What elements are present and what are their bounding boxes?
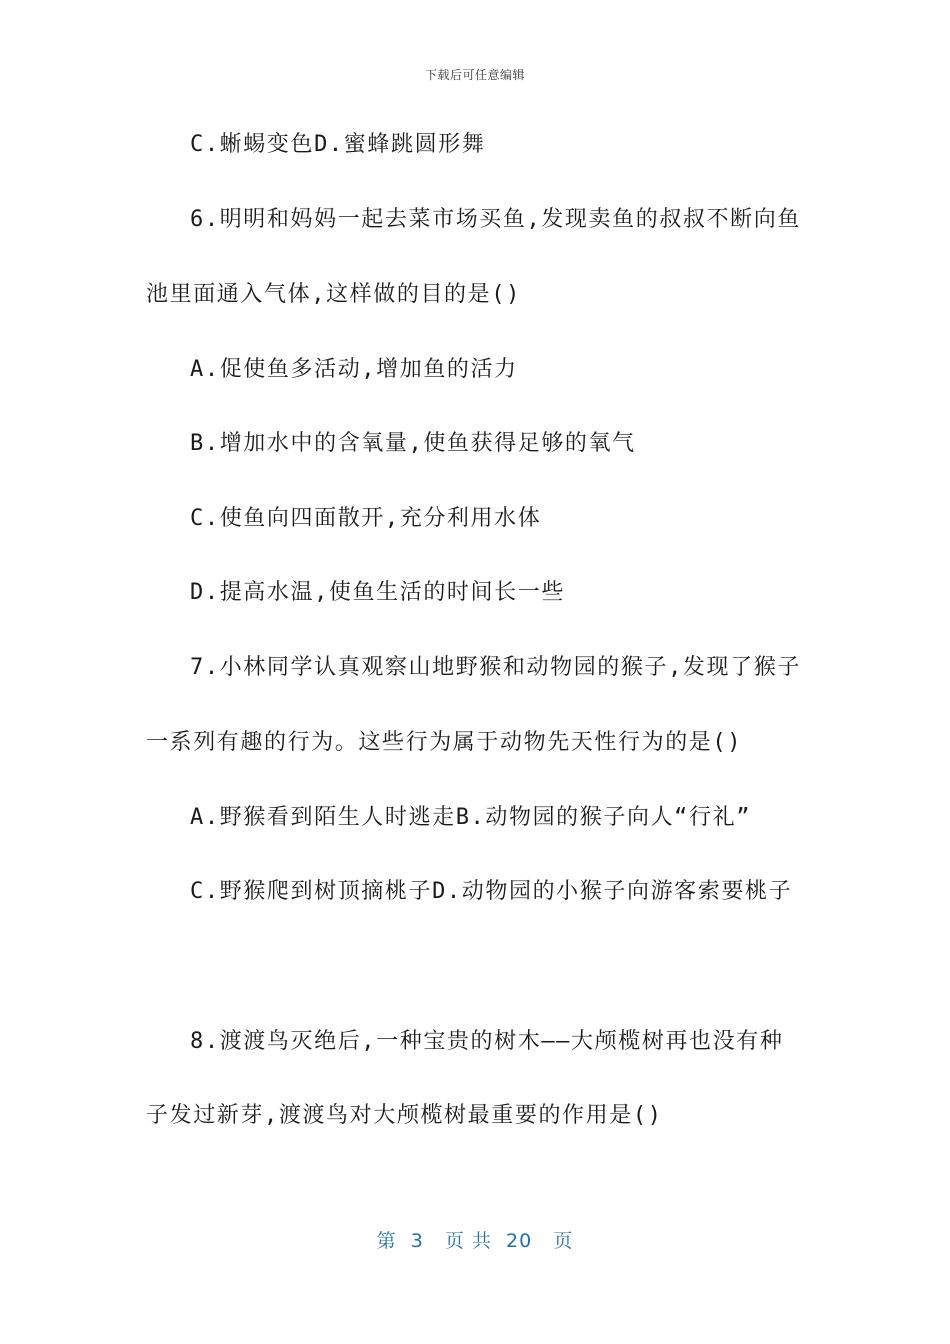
- text-line: 子发过新芽,渡渡鸟对大颅榄树最重要的作用是(): [146, 1103, 663, 1128]
- text-line: A.促使鱼多活动,增加鱼的活力: [190, 357, 518, 382]
- text-line: 池里面通入气体,这样做的目的是(): [146, 282, 521, 307]
- text-line: 8.渡渡鸟灭绝后,一种宝贵的树木——大颅榄树再也没有种: [190, 1029, 784, 1054]
- text-line: B.增加水中的含氧量,使鱼获得足够的氧气: [190, 431, 636, 456]
- text-line: C.蜥蜴变色D.蜜蜂跳圆形舞: [190, 132, 486, 157]
- page-footer: 第 3 页 共 20 页: [376, 1230, 574, 1252]
- text-line: 6.明明和妈妈一起去菜市场买鱼,发现卖鱼的叔叔不断向鱼: [190, 207, 801, 232]
- text-line: 7.小林同学认真观察山地野猴和动物园的猴子,发现了猴子: [190, 655, 801, 680]
- text-line: D.提高水温,使鱼生活的时间长一些: [190, 580, 565, 605]
- text-line: A.野猴看到陌生人时逃走B.动物园的猴子向人“行礼”: [190, 805, 752, 830]
- text-line: C.野猴爬到树顶摘桃子D.动物园的小猴子向游客索要桃子: [190, 879, 793, 904]
- text-line: 一系列有趣的行为。这些行为属于动物先天性行为的是(): [146, 730, 743, 755]
- text-line: C.使鱼向四面散开,充分利用水体: [190, 506, 542, 531]
- header-note: 下载后可任意编辑: [424, 68, 525, 82]
